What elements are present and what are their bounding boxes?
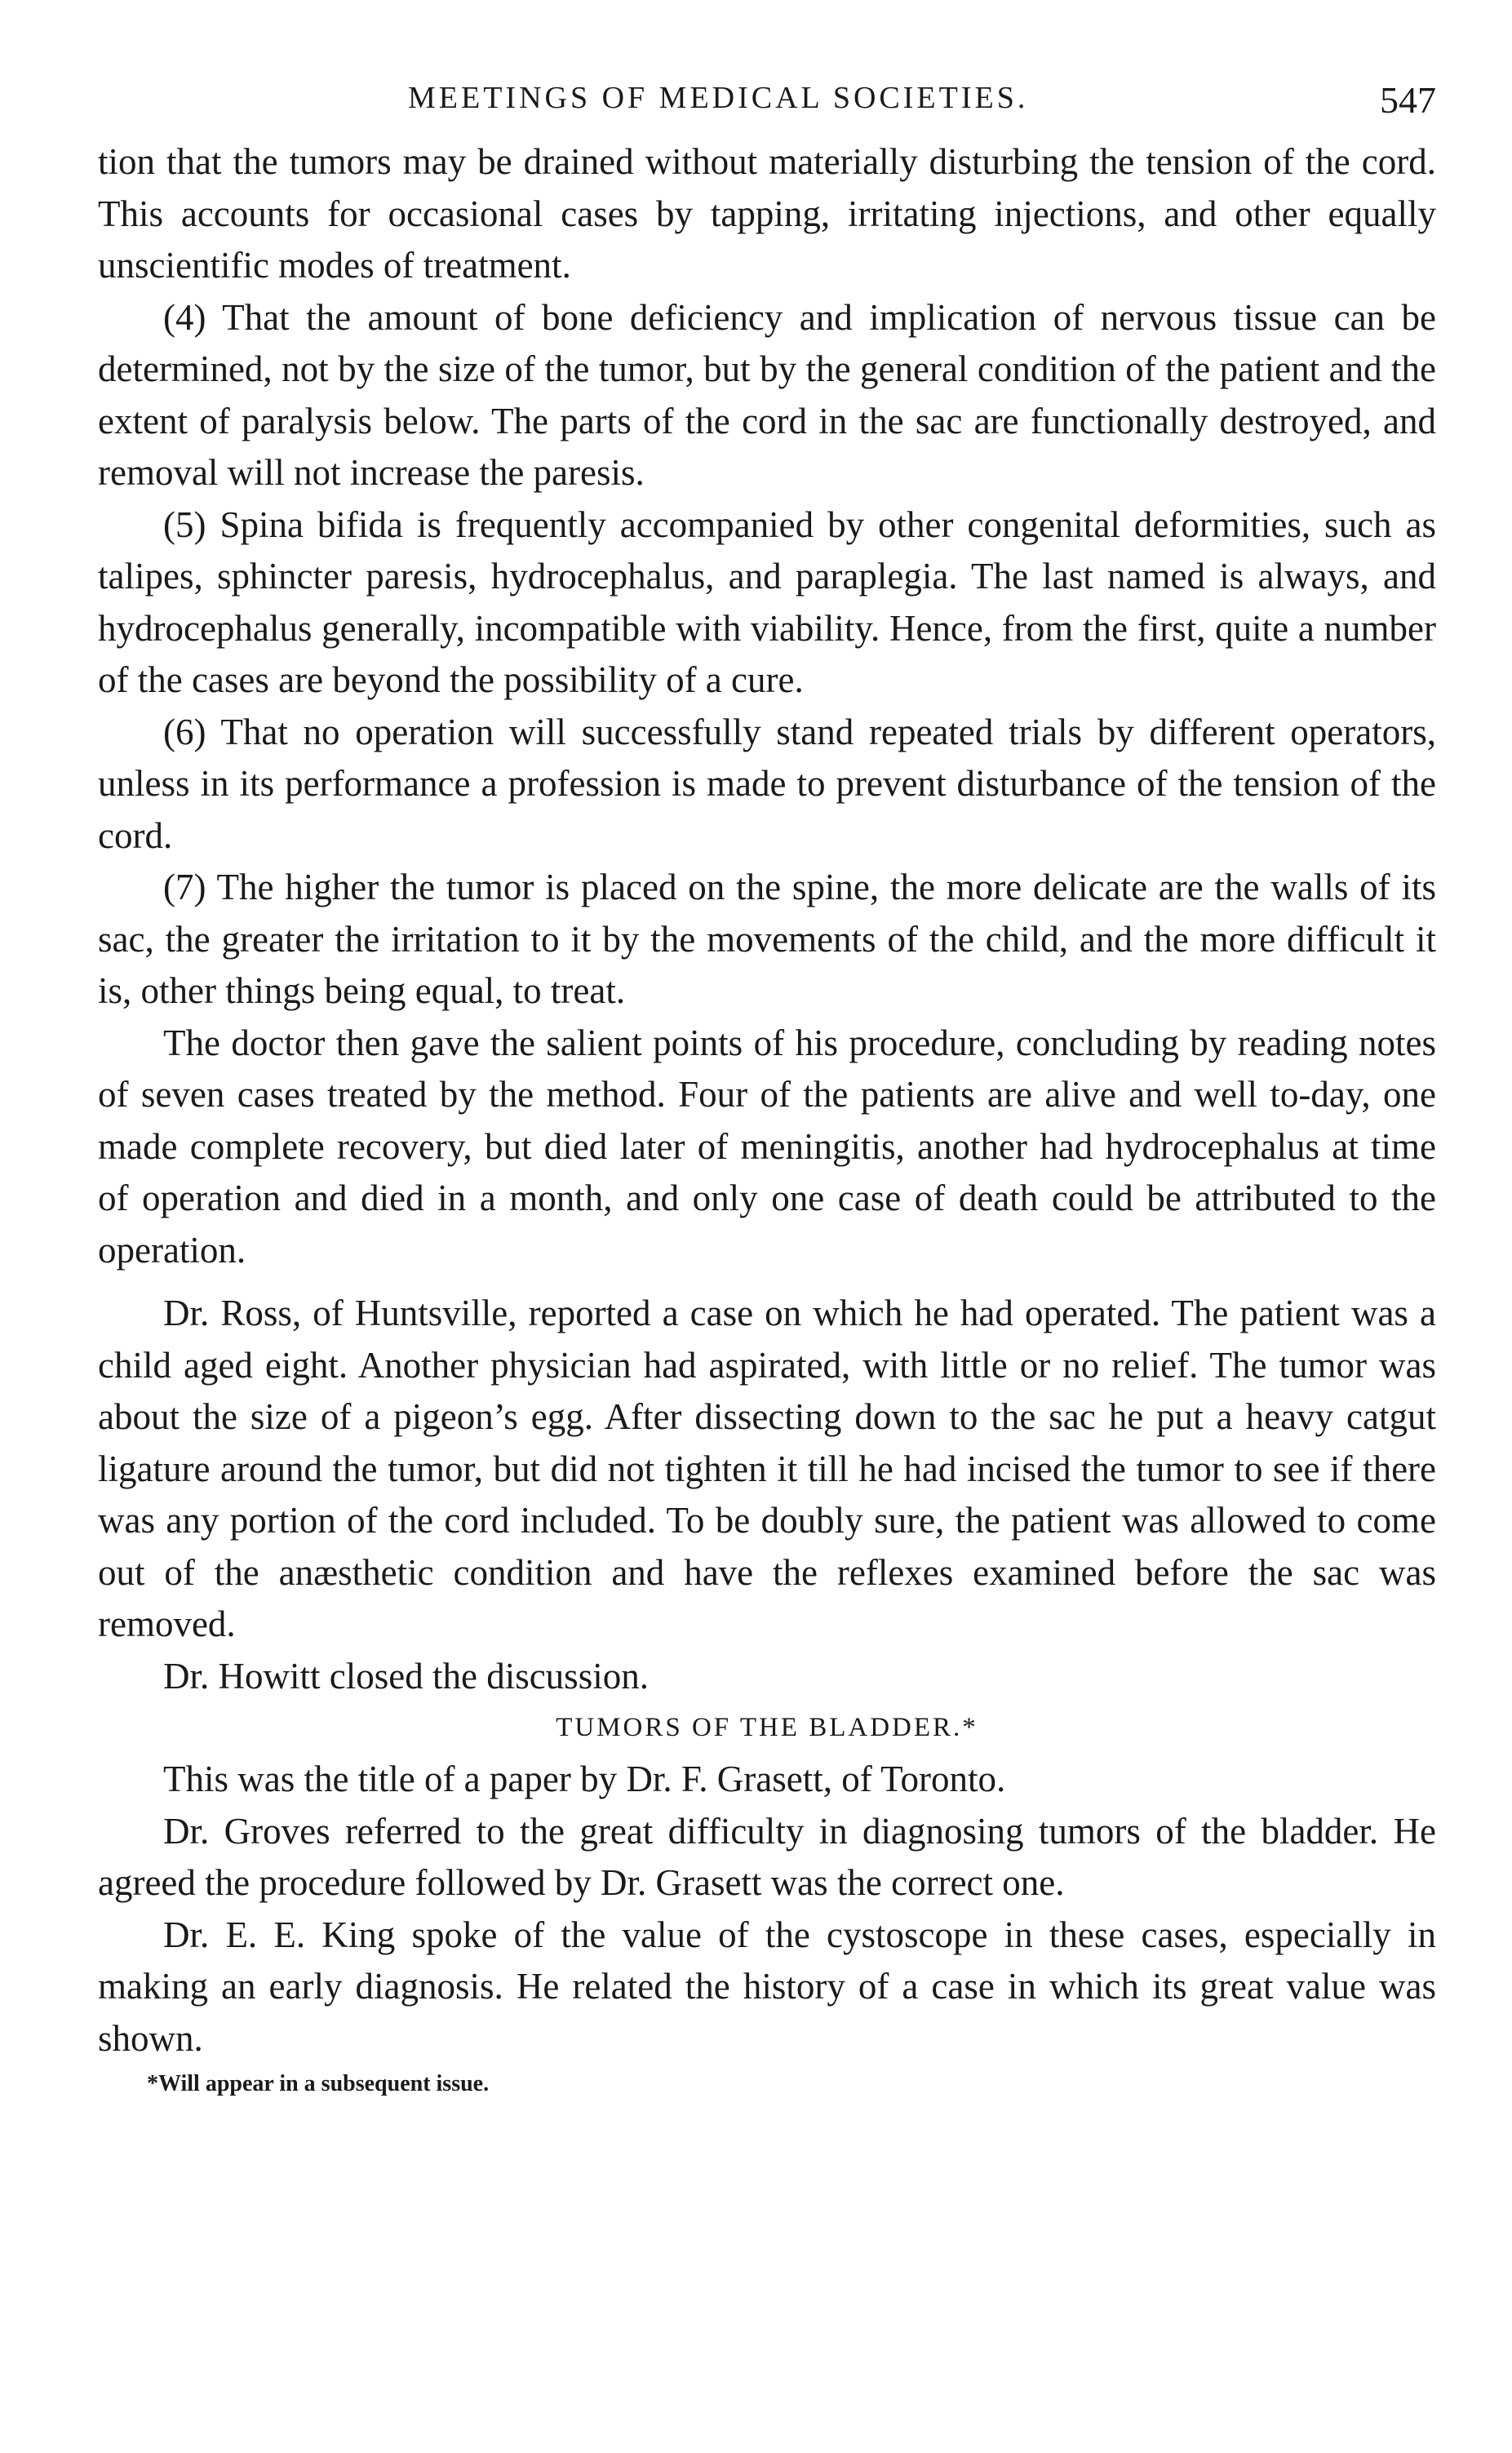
paragraph-point-4: (4) That the amount of bone deficiency and implication of nervous tissue can be determined, not by the size of the tumor, but by the general condition of the patient and the extent of paralysis below. The parts of the cord in the sac are functionally destroyed, and removal will not increase the paresis.: [98, 296, 1436, 493]
section-heading: TUMORS OF THE BLADDER.*: [556, 1713, 978, 1742]
paragraph-point-5: (5) Spina bifida is frequently accompanied by other congenital deformities, such as talipes, sphincter paresis, hydrocephalus, and paraplegia. The last named is always, and hydrocephalus generally, incompatible with viability. Hence, from the first, quite a number of the cases are beyond the possibility of a cure.: [98, 503, 1436, 700]
running-head: [98, 57, 1436, 135]
paragraph-procedure-summary: The doctor then gave the salient points of his procedure, concluding by reading notes of seven cases treated by the method. Four of the patients are alive and well to-day, one made complete recovery, but died later of meningitis, another had hydrocephalus at time of operation and died in a month, and only one case of death could be attributed to the operation.: [98, 1022, 1436, 1271]
paragraph-dr-howitt: Dr. Howitt closed the discussion.: [163, 1655, 649, 1697]
paragraph-point-7: (7) The higher the tumor is placed on the spine, the more delicate are the walls of its sac, the greater the irritation to it by the movements of the child, and the more difficult it is, other things being equal, to treat.: [98, 867, 1436, 1011]
paragraph-dr-groves: Dr. Groves referred to the great difficulty in diagnosing tumors of the bladder. He agreed the procedure followed by Dr. Grasett was the correct one.: [98, 1810, 1436, 1903]
body-text: [98, 136, 1436, 2065]
paragraph-continuation: tion that the tumors may be drained without materially disturbing the tension of the cord. This accounts for occasional cases by tapping, irritating injections, and other equally unscientific modes of treatment.: [98, 141, 1436, 286]
document-page: [98, 57, 1436, 2100]
paragraph-point-6: (6) That no operation will successfully stand repeated trials by different operators, unless in its performance a profession is made to prevent disturbance of the tension of the cord.: [98, 711, 1436, 856]
paragraph-paper-title: This was the title of a paper by Dr. F. Grasett, of Toronto.: [163, 1759, 1006, 1799]
running-title: MEETINGS OF MEDICAL SOCIETIES.: [408, 81, 1029, 115]
paragraph-dr-ross: Dr. Ross, of Huntsville, reported a case on which he had operated. The patient was a child aged eight. Another physician had aspirated, with little or no relief. The tumor was about the size of a pigeon’s egg. After dissecting down to the sac he put a heavy catgut ligature around the tumor, but did not tighten it till he had incised the tumor to see if there was any portion of the cord included. To be doubly sure, the patient was allowed to come out of the anæsthetic condition and have the reflexes examined before the sac was removed.: [98, 1293, 1436, 1644]
footnote: *Will appear in a subsequent issue.: [147, 2071, 490, 2096]
paragraph-dr-king: Dr. E. E. King spoke of the value of the cystoscope in these cases, especially in making an early diagnosis. He related the history of a case in which its great value was shown.: [98, 1914, 1436, 2059]
page-number: 547: [1380, 79, 1436, 121]
